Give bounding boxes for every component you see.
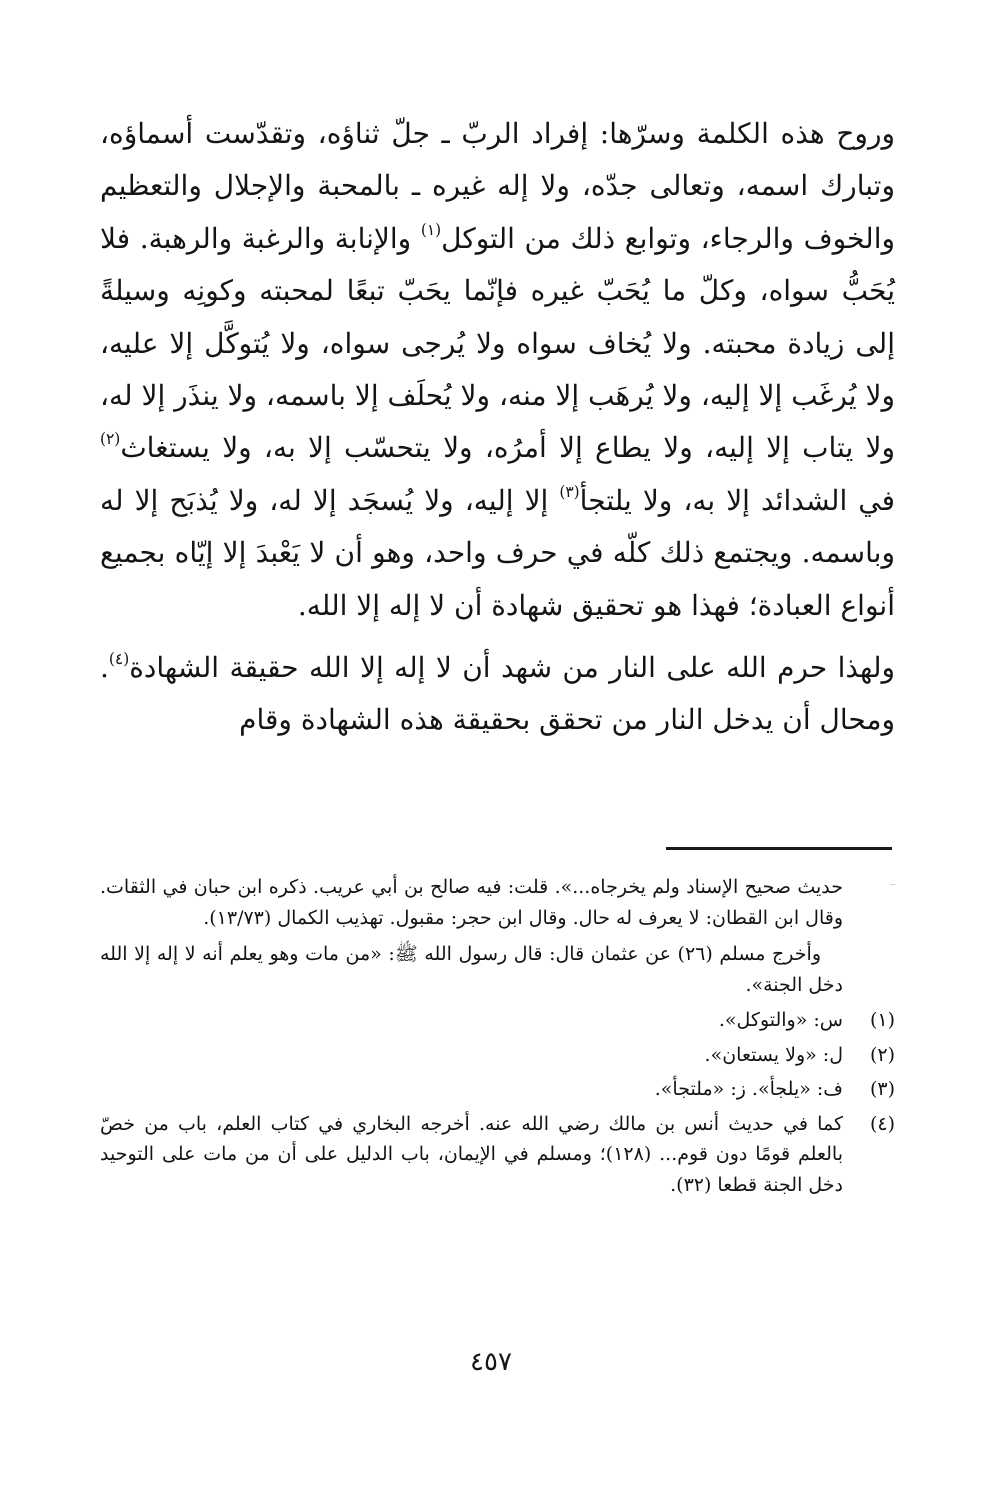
footnote-number: (١) — [869, 1009, 895, 1031]
paragraph-1-text-b: والإنابة والرغبة والرهبة. فلا يُحَبُّ سواه، وكلّ ما يُحَبّ غيره فإنّما يحَبّ تبعًا لمحبته وكونِه وسيلةً إلى زيادة محبته. ولا يُخاف سواه ولا يُرجى سواه، ولا يُتوكَّل إلا عليه، ولا يُرغَب إلا إليه، ولا يُرهَب إلا منه، ولا يُحلَف إلا باسمه، ولا ينذَر إلا له، ولا يتاب إلا إليه، ولا يطاع إلا أمرُه، ولا يتحسّب إلا به، ولا يستغاث — [100, 221, 896, 465]
footnote-list — [100, 1005, 895, 1200]
footnote-ref-1[interactable]: (١) — [420, 220, 442, 239]
footnote-text: ل: «ولا يستعان». — [704, 1043, 843, 1066]
footnote-ref-3[interactable]: (٣) — [559, 482, 580, 501]
footnote-text: ف: «يلجأ». ز: «ملتجأ». — [654, 1078, 843, 1100]
paragraph-2-text-a: ولهذا حرم الله على النار من شهد أن لا إله إلا الله حقيقة الشهادة — [129, 651, 896, 685]
footnote-separator — [666, 847, 892, 850]
footnote-text: كما في حديث أنس بن مالك رضي الله عنه. أخرجه البخاري في كتاب العلم، باب من خصّ بالعلم قومًا دون قوم... (١٢٨)؛ ومسلم في الإيمان، باب الدليل على أن من مات على التوحيد دخل الجنة قطعا (٣٢). — [100, 1112, 843, 1196]
footnote-number: (٢) — [869, 1043, 895, 1066]
paragraph-1-text-a: وروح هذه الكلمة وسرّها: إفراد الربّ ـ جلّ ثناؤه، وتقدّست أسماؤه، وتبارك اسمه، وتعالى جدّه، ولا إله غيره ـ بالمحبة والإجلال والتعظيم والخوف والرجاء، وتوابع ذلك من التوكل — [100, 117, 895, 255]
paragraph-2 — [100, 642, 895, 747]
paragraph-1-text-d: إلا إليه، ولا يُسجَد إلا له، ولا يُذبَح إلا له وباسمه. ويجتمع ذلك كلّه في حرف واحد، وهو أن لا يَعْبدَ إلا إيّاه بجميع أنواع العبادة؛ فهذا هو تحقيق شهادة أن لا إله إلا الله. — [100, 483, 895, 622]
paragraph-1-text-c: في الشدائد إلا به، ولا يلتجأ — [579, 483, 895, 517]
footnote-ref-2[interactable]: (٢) — [100, 430, 121, 449]
page-number: ٤٥٧ — [470, 1347, 512, 1377]
footnote-1 — [100, 1005, 895, 1036]
footnotes — [100, 872, 895, 1204]
paragraph-2-text-b: . ومحال أن يدخل النار من تحقق بحقيقة هذه الشهادة وقام — [100, 651, 895, 737]
footnote-ref-4[interactable]: (٤) — [108, 649, 130, 668]
footnote-number: (٣) — [869, 1078, 895, 1100]
scan-mark: ⁻ — [890, 880, 896, 893]
paragraph-1 — [100, 108, 895, 632]
footnote-number: (٤) — [869, 1112, 895, 1135]
footnote-text: س: «والتوكل». — [718, 1009, 843, 1031]
main-text — [100, 108, 895, 747]
footnote-2 — [100, 1040, 895, 1071]
footnote-3 — [100, 1074, 895, 1105]
footnote-4 — [100, 1109, 895, 1201]
footnote-continuation: حديث صحيح الإسناد ولم يخرجاه...». قلت: فيه صالح بن أبي عريب. ذكره ابن حبان في الثقات. وقال ابن القطان: لا يعرف له حال. وقال ابن حجر: مقبول. تهذيب الكمال (١٣/٧٣). — [100, 876, 843, 929]
footnote-continuation-2: وأخرج مسلم (٢٦) عن عثمان قال: قال رسول الله ﷺ: «من مات وهو يعلم أنه لا إله إلا الله دخل الجنة». — [100, 943, 843, 996]
